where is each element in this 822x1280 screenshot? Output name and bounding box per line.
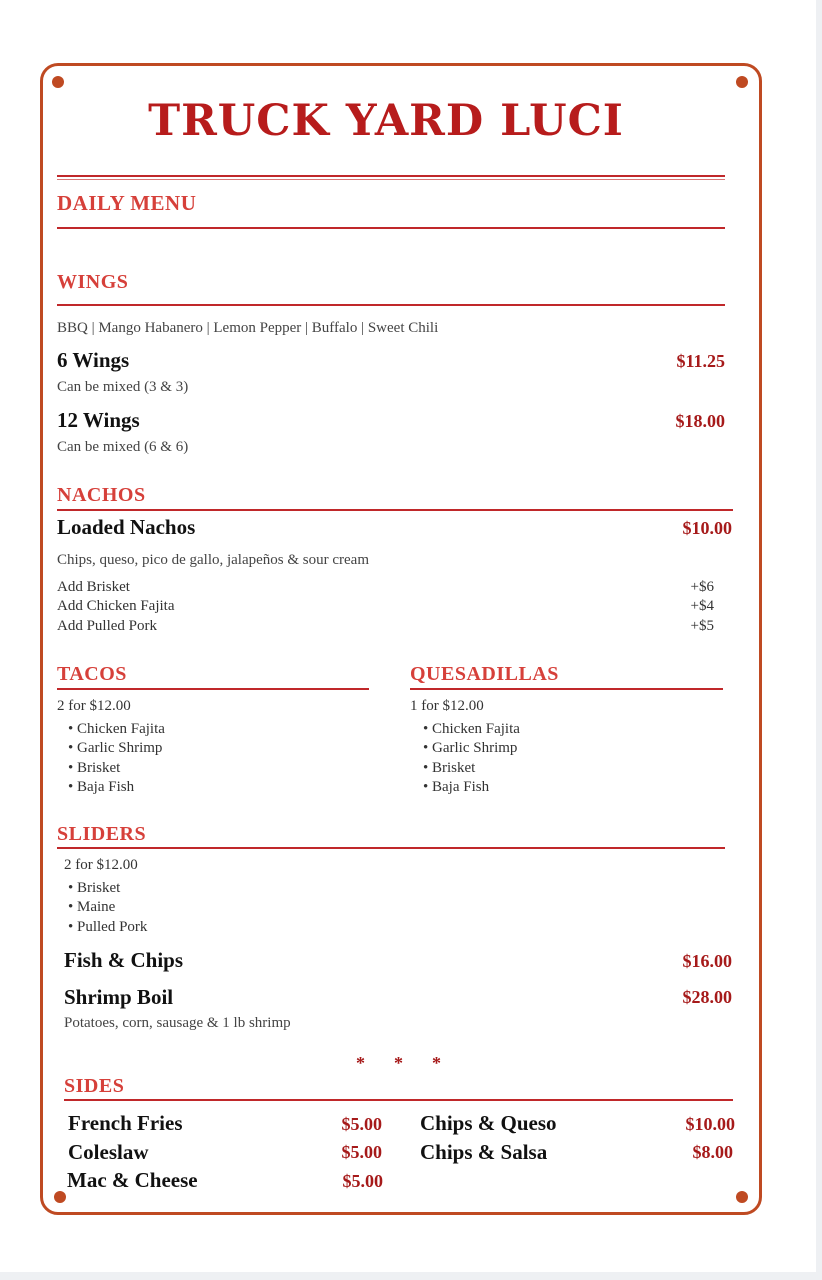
- quesadillas-option: • Chicken Fajita: [423, 721, 520, 737]
- quesadillas-option: • Garlic Shrimp: [423, 740, 518, 756]
- star-divider: *: [432, 1053, 441, 1073]
- wings-12-price: $18.00: [675, 411, 725, 431]
- menu-frame: [40, 63, 762, 1215]
- sliders-heading: SLIDERS: [57, 823, 147, 845]
- sliders-rule: [57, 847, 725, 849]
- wings-6-note: Can be mixed (3 & 3): [57, 379, 189, 395]
- star-divider: *: [356, 1053, 365, 1073]
- wings-rule: [57, 304, 725, 306]
- sliders-option: • Pulled Pork: [68, 919, 148, 935]
- nachos-addon-label: Add Pulled Pork: [57, 618, 158, 634]
- sides-heading: SIDES: [64, 1075, 125, 1097]
- nachos-addon-label: Add Chicken Fajita: [57, 598, 175, 614]
- nachos-price: $10.00: [682, 518, 732, 538]
- quesadillas-option: • Baja Fish: [423, 779, 490, 795]
- quesadillas-heading: QUESADILLAS: [410, 663, 559, 685]
- quesadillas-option: • Brisket: [423, 760, 476, 776]
- nachos-name: Loaded Nachos: [57, 515, 196, 539]
- wings-heading: WINGS: [57, 271, 129, 293]
- corner-dot-top-left: [52, 76, 64, 88]
- wings-12-note: Can be mixed (6 & 6): [57, 439, 189, 455]
- corner-dot-top-right: [736, 76, 748, 88]
- quesadillas-rule: [410, 688, 723, 690]
- side-price: $8.00: [692, 1142, 733, 1162]
- sliders-deal: 2 for $12.00: [64, 857, 138, 873]
- nachos-addon-label: Add Brisket: [57, 579, 130, 595]
- side-price: $10.00: [685, 1114, 735, 1134]
- shrimp-boil-note: Potatoes, corn, sausage & 1 lb shrimp: [64, 1015, 291, 1031]
- side-name: Chips & Queso: [420, 1111, 557, 1135]
- sides-rule: [64, 1099, 733, 1101]
- daily-menu-rule: [57, 227, 725, 229]
- nachos-rule: [57, 509, 733, 511]
- wings-6-price: $11.25: [676, 351, 725, 371]
- tacos-option: • Brisket: [68, 760, 121, 776]
- sliders-option: • Brisket: [68, 880, 121, 896]
- page-bottom-edge: [0, 1272, 822, 1280]
- tacos-option: • Chicken Fajita: [68, 721, 165, 737]
- corner-dot-bottom-left: [54, 1191, 66, 1203]
- page-edge: [816, 0, 822, 1280]
- title-rule-top: [57, 175, 725, 177]
- star-divider: *: [394, 1053, 403, 1073]
- nachos-heading: NACHOS: [57, 484, 146, 506]
- nachos-addon-price: +$5: [690, 618, 714, 634]
- side-price: $5.00: [342, 1171, 383, 1191]
- shrimp-boil-price: $28.00: [682, 987, 732, 1007]
- nachos-addon-price: +$4: [690, 598, 714, 614]
- fish-chips-name: Fish & Chips: [64, 948, 184, 972]
- wings-flavors: BBQ | Mango Habanero | Lemon Pepper | Buffalo | Sweet Chili: [57, 320, 439, 336]
- sliders-option: • Maine: [68, 899, 116, 915]
- tacos-option: • Garlic Shrimp: [68, 740, 163, 756]
- side-name: French Fries: [68, 1111, 183, 1135]
- corner-dot-bottom-right: [736, 1191, 748, 1203]
- side-name: Mac & Cheese: [67, 1168, 198, 1192]
- tacos-option: • Baja Fish: [68, 779, 135, 795]
- shrimp-boil-name: Shrimp Boil: [64, 985, 174, 1009]
- wings-12-name: 12 Wings: [57, 408, 140, 432]
- wings-6-name: 6 Wings: [57, 348, 130, 372]
- fish-chips-price: $16.00: [682, 951, 732, 971]
- side-price: $5.00: [341, 1114, 382, 1134]
- title-rule-bottom: [57, 179, 725, 180]
- tacos-rule: [57, 688, 369, 690]
- nachos-addon-price: +$6: [690, 579, 714, 595]
- side-price: $5.00: [341, 1142, 382, 1162]
- side-name: Coleslaw: [68, 1140, 149, 1164]
- menu-title: TRUCK YARD LUCI: [148, 96, 624, 146]
- nachos-description: Chips, queso, pico de gallo, jalapeños & sour cream: [57, 552, 370, 568]
- tacos-heading: TACOS: [57, 663, 127, 685]
- quesadillas-deal: 1 for $12.00: [410, 698, 484, 714]
- side-name: Chips & Salsa: [420, 1140, 548, 1164]
- tacos-deal: 2 for $12.00: [57, 698, 131, 714]
- daily-menu-heading: DAILY MENU: [57, 191, 197, 215]
